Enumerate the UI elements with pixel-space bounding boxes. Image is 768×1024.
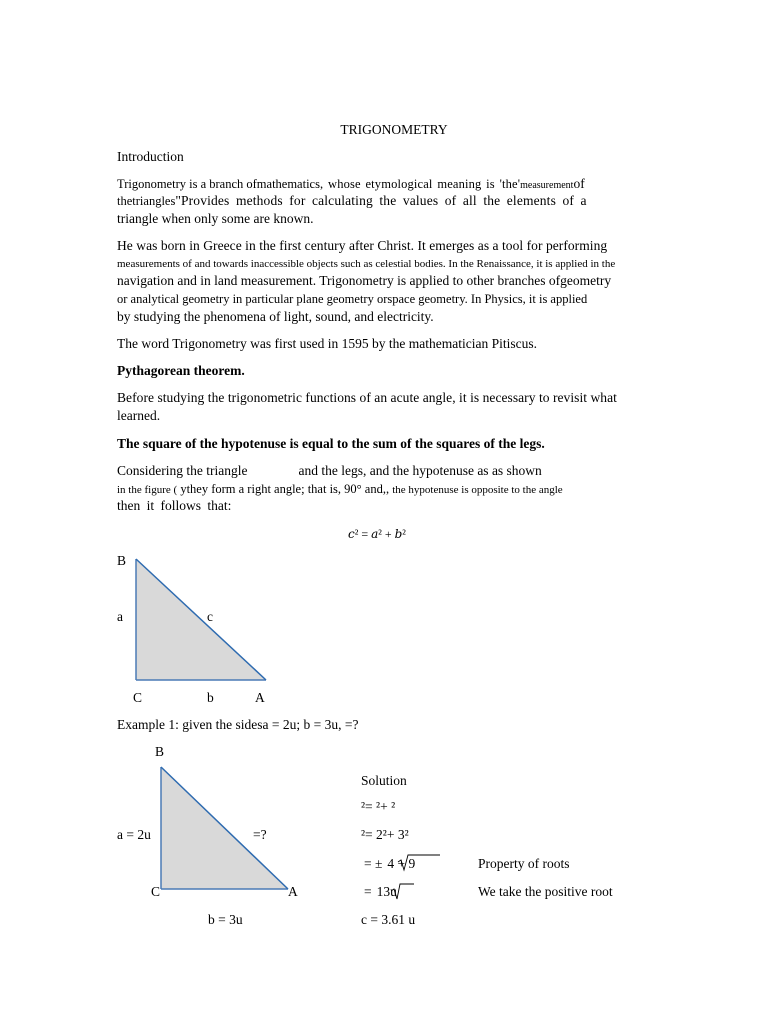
solution-step-3-text: = ±: [364, 856, 383, 871]
fig2-cq-text: =?: [253, 827, 267, 842]
p5-text: ,: [362, 463, 367, 478]
fig2-label-a: a = 2u: [117, 827, 151, 842]
fig1-label-A: A: [255, 690, 265, 705]
solution-note-2: We take the positive root: [478, 884, 613, 899]
link-mathematics[interactable]: mathematics: [256, 177, 320, 191]
fig1-label-c: c: [207, 609, 213, 624]
document-title: TRIGONOMETRY: [340, 122, 448, 137]
p2-line-5: by studying the phenomena of light, sound, and electricity.: [117, 309, 434, 324]
p1-line-3: triangle when only some are known.: [117, 211, 314, 226]
p2-text: . In Physics, it is applied: [464, 292, 588, 306]
p1-text: of: [573, 176, 585, 191]
p5-text: and the hypotenuse as: [369, 463, 489, 478]
p5-text: and the legs: [298, 463, 363, 478]
solution-result: c = 3.61 u: [361, 912, 416, 927]
fig1-label-b: b: [207, 690, 214, 705]
solution-note-1: Property of roots: [478, 856, 570, 871]
example-text: =?: [344, 717, 359, 732]
p1-text: , whose etymological meaning is 'the': [319, 177, 521, 191]
link-space-geometry[interactable]: space geometry: [387, 292, 465, 306]
p5-line-3: then it follows that:: [117, 498, 232, 513]
solution-step-4-text: =: [364, 884, 372, 899]
solution-step-1-text: ²= ²+ ²: [361, 799, 396, 814]
p2-text: navigation and in land measurement. Trigonometry is applied to other branches of: [117, 273, 561, 288]
fig1-label-a: a: [117, 609, 123, 624]
p1-text: measurement: [520, 180, 574, 191]
pythagorean-heading: Pythagorean theorem.: [117, 363, 245, 378]
example-text: a = 2u; b = 3u,: [262, 717, 342, 732]
intro-heading: Introduction: [117, 149, 184, 164]
p2-text: or analytical geometry in particular plane geometry or: [117, 292, 388, 306]
p4-line-1: Before studying the trigonometric functions of an acute angle, it is necessary to revisit what: [117, 390, 617, 405]
p2-line-1: He was born in Greece in the first century after Christ. It emerges as a tool for performing: [117, 238, 608, 253]
p1-text: Trigonometry is a branch of: [117, 177, 257, 191]
solution-step-3-radicand: 4 + 9: [387, 856, 416, 871]
pythagorean-formula: 𝑐² = 𝑎² + 𝑏²: [348, 527, 406, 541]
solution-heading: Solution: [361, 773, 407, 788]
fig1-label-C: C: [133, 690, 143, 705]
solution-step-2-text: ²= 2²+ 3²: [361, 827, 409, 842]
example-text: Example 1: given the sides: [117, 717, 263, 732]
solution-step-4: [364, 884, 397, 900]
p1-text: "Provides methods for calculating the values of all the elements of a: [175, 193, 587, 208]
fig2-label-C: C: [151, 884, 161, 899]
fig2-label-A: A: [288, 884, 298, 899]
solution-step-2: [361, 827, 409, 843]
fig1-label-B: B: [117, 553, 127, 568]
p3-line: The word Trigonometry was first used in 1595 by the mathematician Pitiscus.: [117, 336, 537, 351]
link-geometry[interactable]: geometry: [560, 273, 612, 288]
solution-step-3: [364, 856, 415, 872]
p2-line-2: measurements of and towards inaccessible objects such as celestial bodies. In the Renaissance, it is applied in the: [117, 258, 616, 270]
p5-text: y: [180, 482, 187, 496]
p5-text: ,: [385, 482, 390, 496]
solution-step-4-radicand: 13u: [376, 884, 397, 899]
p1-text: the: [117, 194, 133, 208]
fig2-label-B: B: [155, 744, 165, 759]
p4-line-2: learned.: [117, 408, 161, 423]
p5-text: they form a right angle; that is, 90° and,: [186, 482, 386, 496]
solution-step-1: [361, 799, 395, 815]
example-1-line: [117, 717, 358, 733]
fig2-label-c-question: [253, 827, 267, 843]
fig2-label-b: b = 3u: [208, 912, 243, 927]
p5-text: the hypotenuse is opposite to the angle: [392, 484, 563, 496]
p5-text: in the figure (: [117, 484, 178, 496]
theorem-statement: The square of the hypotenuse is equal to the sum of the squares of the legs.: [117, 436, 545, 451]
p1-text: triangles: [132, 194, 176, 208]
p5-text: as shown: [491, 463, 542, 478]
p5-text: Considering the triangle: [117, 463, 248, 478]
